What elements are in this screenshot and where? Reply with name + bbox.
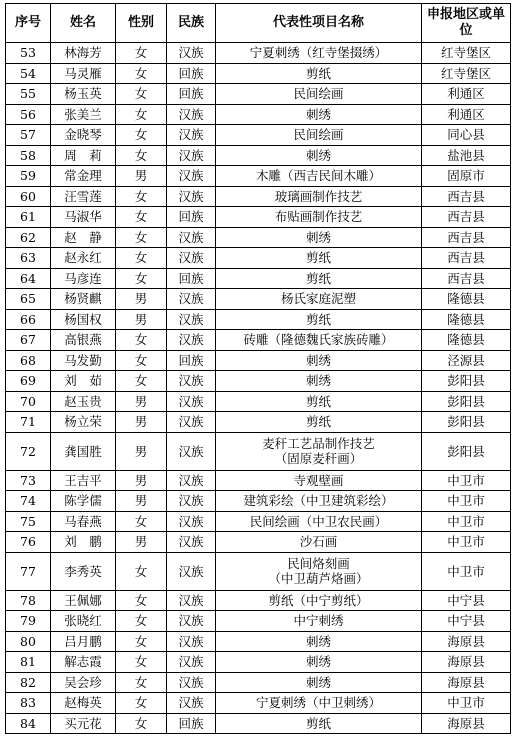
cell-no: 60 xyxy=(6,186,51,207)
cell-ethnicity: 汉族 xyxy=(167,432,216,470)
cell-project: 宁夏刺绣（红寺堡掇绣） xyxy=(216,43,422,64)
cell-region: 海原县 xyxy=(422,713,511,734)
cell-no: 69 xyxy=(6,371,51,392)
cell-name: 马春燕 xyxy=(51,511,116,532)
cell-ethnicity: 汉族 xyxy=(167,227,216,248)
cell-name: 金晓琴 xyxy=(51,125,116,146)
table-row xyxy=(6,330,511,351)
table-row xyxy=(6,590,511,611)
cell-region: 西吉县 xyxy=(422,186,511,207)
cell-no: 84 xyxy=(6,713,51,734)
cell-project-line1: 麦秆工艺品制作技艺 xyxy=(262,436,375,451)
table-row xyxy=(6,532,511,553)
cell-project: 剪纸 xyxy=(216,268,422,289)
table-row xyxy=(6,63,511,84)
cell-gender: 女 xyxy=(116,552,167,590)
cell-project: 寺观壁画 xyxy=(216,470,422,491)
cell-name: 杨立荣 xyxy=(51,412,116,433)
cell-name: 李秀英 xyxy=(51,552,116,590)
cell-ethnicity: 汉族 xyxy=(167,611,216,632)
cell-gender: 女 xyxy=(116,652,167,673)
cell-region: 中卫市 xyxy=(422,511,511,532)
cell-region: 盐池县 xyxy=(422,145,511,166)
cell-gender: 女 xyxy=(116,590,167,611)
cell-region: 西吉县 xyxy=(422,207,511,228)
cell-ethnicity: 汉族 xyxy=(167,43,216,64)
cell-gender: 女 xyxy=(116,104,167,125)
table-row xyxy=(6,371,511,392)
cell-project: 民间绘画（中卫农民画） xyxy=(216,511,422,532)
cell-region: 西吉县 xyxy=(422,268,511,289)
cell-project: 刺绣 xyxy=(216,652,422,673)
cell-project-line1: 民间烙刻画 xyxy=(287,556,350,571)
cell-gender: 女 xyxy=(116,186,167,207)
cell-project: 剪纸 xyxy=(216,391,422,412)
cell-region: 红寺堡区 xyxy=(422,63,511,84)
cell-no: 61 xyxy=(6,207,51,228)
cell-region: 中宁县 xyxy=(422,611,511,632)
cell-project: 民间绘画 xyxy=(216,84,422,105)
cell-gender: 女 xyxy=(116,268,167,289)
cell-name: 陈学儒 xyxy=(51,491,116,512)
cell-ethnicity: 汉族 xyxy=(167,145,216,166)
cell-ethnicity: 汉族 xyxy=(167,470,216,491)
cell-name: 吴会珍 xyxy=(51,672,116,693)
cell-gender: 女 xyxy=(116,125,167,146)
cell-name: 王佩娜 xyxy=(51,590,116,611)
cell-ethnicity: 汉族 xyxy=(167,511,216,532)
cell-ethnicity: 汉族 xyxy=(167,248,216,269)
table-row xyxy=(6,672,511,693)
cell-gender: 女 xyxy=(116,145,167,166)
table-row xyxy=(6,248,511,269)
cell-project: 刺绣 xyxy=(216,672,422,693)
cell-gender: 男 xyxy=(116,391,167,412)
cell-no: 57 xyxy=(6,125,51,146)
cell-gender: 男 xyxy=(116,470,167,491)
cell-name: 马淑华 xyxy=(51,207,116,228)
cell-region: 泾源县 xyxy=(422,350,511,371)
header-project: 代表性项目名称 xyxy=(216,4,422,43)
table-row xyxy=(6,309,511,330)
cell-name: 杨玉英 xyxy=(51,84,116,105)
cell-gender: 男 xyxy=(116,491,167,512)
cell-no: 83 xyxy=(6,693,51,714)
cell-gender: 女 xyxy=(116,631,167,652)
cell-name: 高银燕 xyxy=(51,330,116,351)
cell-name: 马发勤 xyxy=(51,350,116,371)
cell-project: 剪纸 xyxy=(216,309,422,330)
table-row xyxy=(6,611,511,632)
cell-gender: 女 xyxy=(116,227,167,248)
cell-project: 刺绣 xyxy=(216,371,422,392)
cell-gender: 女 xyxy=(116,248,167,269)
table-row xyxy=(6,391,511,412)
cell-name: 龚国胜 xyxy=(51,432,116,470)
cell-name: 杨国权 xyxy=(51,309,116,330)
cell-project: 建筑彩绘（中卫建筑彩绘） xyxy=(216,491,422,512)
cell-ethnicity: 汉族 xyxy=(167,693,216,714)
cell-region: 海原县 xyxy=(422,672,511,693)
cell-project: 刺绣 xyxy=(216,227,422,248)
cell-no: 74 xyxy=(6,491,51,512)
table-row xyxy=(6,491,511,512)
cell-project: 剪纸 xyxy=(216,63,422,84)
cell-region: 中卫市 xyxy=(422,693,511,714)
table-row xyxy=(6,552,511,590)
cell-no: 54 xyxy=(6,63,51,84)
cell-project: 玻璃画制作技艺 xyxy=(216,186,422,207)
cell-no: 53 xyxy=(6,43,51,64)
cell-ethnicity: 汉族 xyxy=(167,371,216,392)
cell-ethnicity: 汉族 xyxy=(167,672,216,693)
cell-ethnicity: 汉族 xyxy=(167,552,216,590)
cell-name: 马彦连 xyxy=(51,268,116,289)
table-row xyxy=(6,125,511,146)
cell-ethnicity: 汉族 xyxy=(167,186,216,207)
table-row xyxy=(6,227,511,248)
cell-name: 杨贤麒 xyxy=(51,289,116,310)
cell-gender: 女 xyxy=(116,371,167,392)
cell-gender: 男 xyxy=(116,432,167,470)
table-body xyxy=(6,43,511,734)
cell-ethnicity: 回族 xyxy=(167,63,216,84)
cell-project: 砖雕（隆德魏氏家族砖雕） xyxy=(216,330,422,351)
cell-region: 中卫市 xyxy=(422,491,511,512)
cell-project: 宁夏刺绣（中卫刺绣） xyxy=(216,693,422,714)
cell-name: 刘 鹏 xyxy=(51,532,116,553)
cell-ethnicity: 回族 xyxy=(167,84,216,105)
cell-no: 79 xyxy=(6,611,51,632)
cell-no: 58 xyxy=(6,145,51,166)
table-row xyxy=(6,693,511,714)
cell-project: 沙石画 xyxy=(216,532,422,553)
table-row xyxy=(6,432,511,470)
cell-project xyxy=(216,432,422,470)
cell-gender: 女 xyxy=(116,611,167,632)
cell-name: 周 莉 xyxy=(51,145,116,166)
cell-region: 同心县 xyxy=(422,125,511,146)
cell-no: 64 xyxy=(6,268,51,289)
cell-gender: 男 xyxy=(116,289,167,310)
cell-no: 72 xyxy=(6,432,51,470)
cell-ethnicity: 汉族 xyxy=(167,631,216,652)
table-row xyxy=(6,652,511,673)
cell-region: 彭阳县 xyxy=(422,391,511,412)
cell-name: 赵永红 xyxy=(51,248,116,269)
cell-gender: 女 xyxy=(116,330,167,351)
cell-name: 林海芳 xyxy=(51,43,116,64)
cell-ethnicity: 汉族 xyxy=(167,166,216,187)
cell-ethnicity: 汉族 xyxy=(167,652,216,673)
cell-no: 62 xyxy=(6,227,51,248)
table-row xyxy=(6,631,511,652)
table-row xyxy=(6,104,511,125)
cell-ethnicity: 汉族 xyxy=(167,330,216,351)
cell-gender: 女 xyxy=(116,207,167,228)
cell-name: 赵玉贵 xyxy=(51,391,116,412)
cell-gender: 男 xyxy=(116,166,167,187)
cell-no: 68 xyxy=(6,350,51,371)
cell-gender: 女 xyxy=(116,693,167,714)
cell-name: 张美兰 xyxy=(51,104,116,125)
cell-region: 固原市 xyxy=(422,166,511,187)
cell-gender: 男 xyxy=(116,309,167,330)
cell-project: 民间绘画 xyxy=(216,125,422,146)
cell-region: 西吉县 xyxy=(422,227,511,248)
cell-no: 73 xyxy=(6,470,51,491)
header-ethnicity: 民族 xyxy=(167,4,216,43)
cell-region: 利通区 xyxy=(422,104,511,125)
cell-no: 56 xyxy=(6,104,51,125)
cell-no: 67 xyxy=(6,330,51,351)
cell-ethnicity: 回族 xyxy=(167,713,216,734)
cell-no: 75 xyxy=(6,511,51,532)
cell-ethnicity: 回族 xyxy=(167,350,216,371)
cell-region: 中宁县 xyxy=(422,590,511,611)
cell-region: 隆德县 xyxy=(422,330,511,351)
cell-no: 76 xyxy=(6,532,51,553)
cell-ethnicity: 汉族 xyxy=(167,391,216,412)
cell-no: 70 xyxy=(6,391,51,412)
header-no: 序号 xyxy=(6,4,51,43)
table-row xyxy=(6,289,511,310)
cell-name: 买元花 xyxy=(51,713,116,734)
cell-name: 解志霞 xyxy=(51,652,116,673)
cell-project: 剪纸（中宁剪纸） xyxy=(216,590,422,611)
cell-no: 59 xyxy=(6,166,51,187)
cell-name: 马灵雁 xyxy=(51,63,116,84)
table-row xyxy=(6,84,511,105)
cell-ethnicity: 回族 xyxy=(167,207,216,228)
cell-project: 剪纸 xyxy=(216,248,422,269)
cell-gender: 女 xyxy=(116,63,167,84)
cell-region: 利通区 xyxy=(422,84,511,105)
cell-region: 中卫市 xyxy=(422,532,511,553)
table-row xyxy=(6,268,511,289)
cell-no: 65 xyxy=(6,289,51,310)
cell-gender: 女 xyxy=(116,43,167,64)
table-row xyxy=(6,207,511,228)
cell-region: 彭阳县 xyxy=(422,412,511,433)
cell-gender: 女 xyxy=(116,672,167,693)
header-name: 姓名 xyxy=(51,4,116,43)
cell-no: 66 xyxy=(6,309,51,330)
cell-project: 中宁刺绣 xyxy=(216,611,422,632)
cell-name: 汪雪莲 xyxy=(51,186,116,207)
header-gender: 性别 xyxy=(116,4,167,43)
cell-project: 刺绣 xyxy=(216,350,422,371)
cell-name: 王吉平 xyxy=(51,470,116,491)
cell-project: 刺绣 xyxy=(216,104,422,125)
table-row xyxy=(6,350,511,371)
cell-project: 刺绣 xyxy=(216,145,422,166)
cell-region: 隆德县 xyxy=(422,289,511,310)
cell-region: 中卫市 xyxy=(422,552,511,590)
cell-name: 张晓红 xyxy=(51,611,116,632)
cell-ethnicity: 汉族 xyxy=(167,412,216,433)
cell-no: 63 xyxy=(6,248,51,269)
cell-project: 刺绣 xyxy=(216,631,422,652)
cell-gender: 女 xyxy=(116,713,167,734)
cell-project: 布贴画制作技艺 xyxy=(216,207,422,228)
cell-name: 常金理 xyxy=(51,166,116,187)
cell-ethnicity: 汉族 xyxy=(167,590,216,611)
cell-ethnicity: 汉族 xyxy=(167,491,216,512)
cell-no: 55 xyxy=(6,84,51,105)
table-row xyxy=(6,186,511,207)
cell-ethnicity: 汉族 xyxy=(167,309,216,330)
cell-region: 红寺堡区 xyxy=(422,43,511,64)
table-row xyxy=(6,145,511,166)
cell-region: 隆德县 xyxy=(422,309,511,330)
cell-ethnicity: 汉族 xyxy=(167,104,216,125)
cell-project: 剪纸 xyxy=(216,713,422,734)
cell-project: 木雕（西吉民间木雕） xyxy=(216,166,422,187)
cell-project: 剪纸 xyxy=(216,412,422,433)
cell-region: 彭阳县 xyxy=(422,371,511,392)
cell-ethnicity: 回族 xyxy=(167,268,216,289)
cell-project-line2: （固原麦秆画） xyxy=(274,451,363,466)
cell-no: 71 xyxy=(6,412,51,433)
cell-project-line2: （中卫葫芦烙画） xyxy=(268,571,369,586)
table-row xyxy=(6,43,511,64)
table-row xyxy=(6,713,511,734)
cell-region: 中卫市 xyxy=(422,470,511,491)
table-row xyxy=(6,470,511,491)
cell-gender: 女 xyxy=(116,511,167,532)
cell-name: 赵梅英 xyxy=(51,693,116,714)
cell-project: 杨氏家庭泥塑 xyxy=(216,289,422,310)
header-region: 申报地区或单位 xyxy=(422,4,511,43)
cell-gender: 女 xyxy=(116,350,167,371)
cell-gender: 男 xyxy=(116,532,167,553)
cell-ethnicity: 汉族 xyxy=(167,532,216,553)
cell-region: 海原县 xyxy=(422,652,511,673)
cell-project xyxy=(216,552,422,590)
cell-no: 82 xyxy=(6,672,51,693)
cell-region: 彭阳县 xyxy=(422,432,511,470)
table-row xyxy=(6,166,511,187)
cell-gender: 女 xyxy=(116,84,167,105)
header-row xyxy=(6,4,511,43)
cell-gender: 男 xyxy=(116,412,167,433)
inheritors-table xyxy=(5,3,511,734)
cell-name: 吕月鹏 xyxy=(51,631,116,652)
cell-ethnicity: 汉族 xyxy=(167,289,216,310)
cell-region: 西吉县 xyxy=(422,248,511,269)
cell-no: 77 xyxy=(6,552,51,590)
cell-no: 81 xyxy=(6,652,51,673)
cell-no: 78 xyxy=(6,590,51,611)
cell-region: 海原县 xyxy=(422,631,511,652)
cell-name: 刘 茹 xyxy=(51,371,116,392)
cell-no: 80 xyxy=(6,631,51,652)
table-row xyxy=(6,511,511,532)
cell-name: 赵 静 xyxy=(51,227,116,248)
cell-ethnicity: 汉族 xyxy=(167,125,216,146)
table-row xyxy=(6,412,511,433)
